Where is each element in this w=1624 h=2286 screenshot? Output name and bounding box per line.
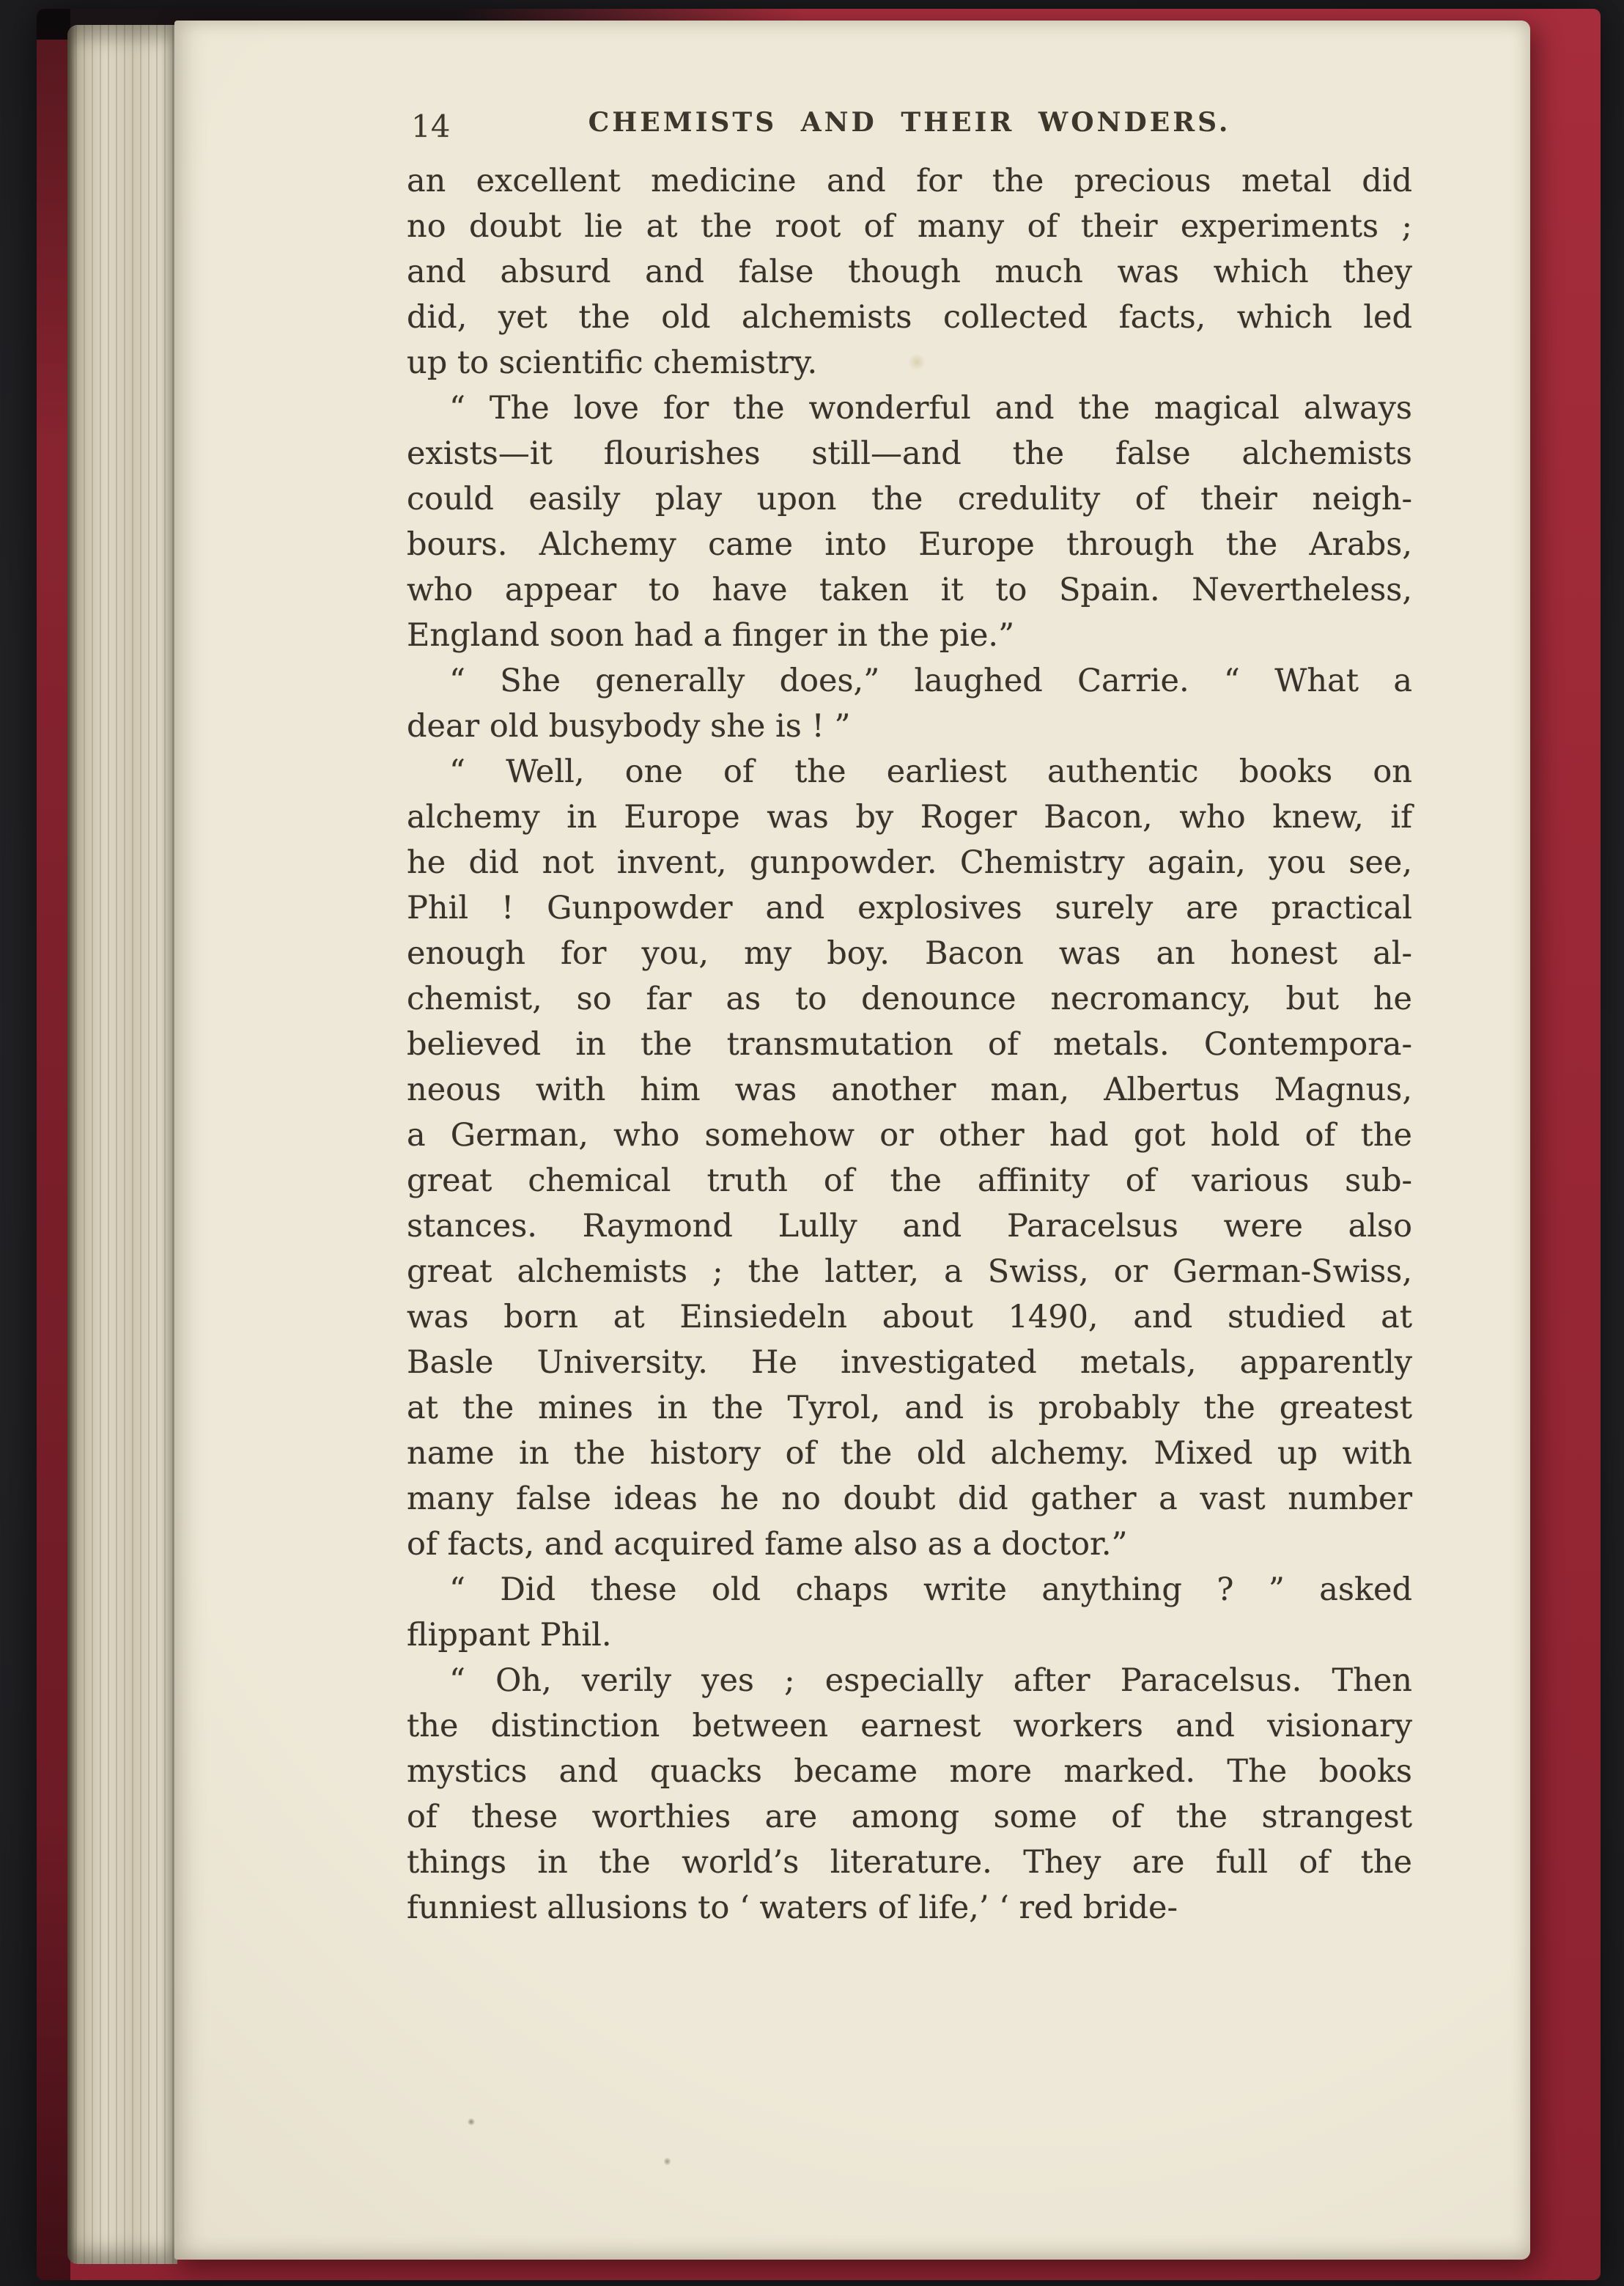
text-line: did, yet the old alchemists collected facts, which led bbox=[407, 299, 1412, 336]
text-line: neous with him was another man, Albertus Magnus, bbox=[407, 1072, 1412, 1108]
paragraph bbox=[407, 658, 1412, 749]
page-header bbox=[407, 107, 1412, 147]
text-line: alchemy in Europe was by Roger Bacon, who knew, if bbox=[407, 799, 1412, 836]
text-line: “ Well, one of the earliest authentic books on bbox=[449, 753, 1412, 790]
text-line: many false ideas he no doubt did gather a vast number bbox=[407, 1481, 1412, 1517]
text-line: an excellent medicine and for the precious metal did bbox=[407, 163, 1412, 199]
page-number: 14 bbox=[411, 108, 451, 144]
paragraph bbox=[407, 158, 1412, 386]
text-line: and absurd and false though much was which they bbox=[407, 254, 1412, 290]
text-line: exists—it flourishes still—and the false alchemists bbox=[407, 435, 1412, 472]
text-line: flippant Phil. bbox=[407, 1617, 612, 1653]
text-line: funniest allusions to ‘ waters of life,’ ‘ red bride- bbox=[407, 1889, 1178, 1926]
text-line: stances. Raymond Lully and Paracelsus were also bbox=[407, 1208, 1412, 1245]
text-line: could easily play upon the credulity of their neigh- bbox=[407, 481, 1412, 517]
text-line: England soon had a finger in the pie.” bbox=[407, 617, 1015, 654]
text-line: was born at Einsiedeln about 1490, and studied at bbox=[407, 1299, 1412, 1335]
text-line: he did not invent, gunpowder. Chemistry again, you see, bbox=[407, 844, 1412, 881]
text-line: a German, who somehow or other had got hold of the bbox=[407, 1117, 1412, 1154]
paragraph bbox=[407, 386, 1412, 658]
text-line: things in the world’s literature. They are full of the bbox=[407, 1844, 1412, 1881]
text-line: at the mines in the Tyrol, and is probably the greatest bbox=[407, 1390, 1412, 1426]
running-header: CHEMISTS AND THEIR WONDERS. bbox=[588, 107, 1231, 138]
text-line: mystics and quacks became more marked. The books bbox=[407, 1753, 1412, 1790]
text-line: Basle University. He investigated metals, apparently bbox=[407, 1344, 1412, 1381]
text-line: “ She generally does,” laughed Carrie. “ What a bbox=[449, 663, 1412, 699]
text-line: name in the history of the old alchemy. Mixed up with bbox=[407, 1435, 1412, 1472]
text-line: “ Did these old chaps write anything ? ” asked bbox=[449, 1571, 1412, 1608]
text-line: enough for you, my boy. Bacon was an honest al- bbox=[407, 935, 1412, 972]
page-speck bbox=[664, 2157, 671, 2166]
text-line: up to scientific chemistry. bbox=[407, 344, 818, 381]
text-line: of facts, and acquired fame also as a doctor.” bbox=[407, 1526, 1128, 1563]
text-line: who appear to have taken it to Spain. Nevertheless, bbox=[407, 572, 1412, 608]
text-line: no doubt lie at the root of many of their experiments ; bbox=[407, 208, 1412, 245]
paragraph bbox=[407, 1567, 1412, 1658]
text-line: great alchemists ; the latter, a Swiss, or German-Swiss, bbox=[407, 1253, 1412, 1290]
text-line: of these worthies are among some of the strangest bbox=[407, 1799, 1412, 1835]
paragraph bbox=[407, 1658, 1412, 1931]
text-line: great chemical truth of the affinity of various sub- bbox=[407, 1162, 1412, 1199]
page-edges bbox=[67, 25, 177, 2264]
text-line: dear old busybody she is ! ” bbox=[407, 708, 851, 745]
paragraph bbox=[407, 749, 1412, 1567]
text-line: chemist, so far as to denounce necromancy, but he bbox=[407, 981, 1412, 1017]
text-line: bours. Alchemy came into Europe through the Arabs, bbox=[407, 526, 1412, 563]
text-line: Phil ! Gunpowder and explosives surely are practical bbox=[407, 890, 1412, 926]
text-line: “ Oh, verily yes ; especially after Paracelsus. Then bbox=[449, 1662, 1412, 1699]
text-line: “ The love for the wonderful and the magical always bbox=[449, 390, 1412, 427]
book-page bbox=[174, 21, 1530, 2260]
page-speck bbox=[468, 2118, 475, 2125]
text-block bbox=[407, 158, 1412, 1931]
text-line: the distinction between earnest workers and visionary bbox=[407, 1708, 1412, 1744]
text-line: believed in the transmutation of metals. Contempora- bbox=[407, 1026, 1412, 1063]
